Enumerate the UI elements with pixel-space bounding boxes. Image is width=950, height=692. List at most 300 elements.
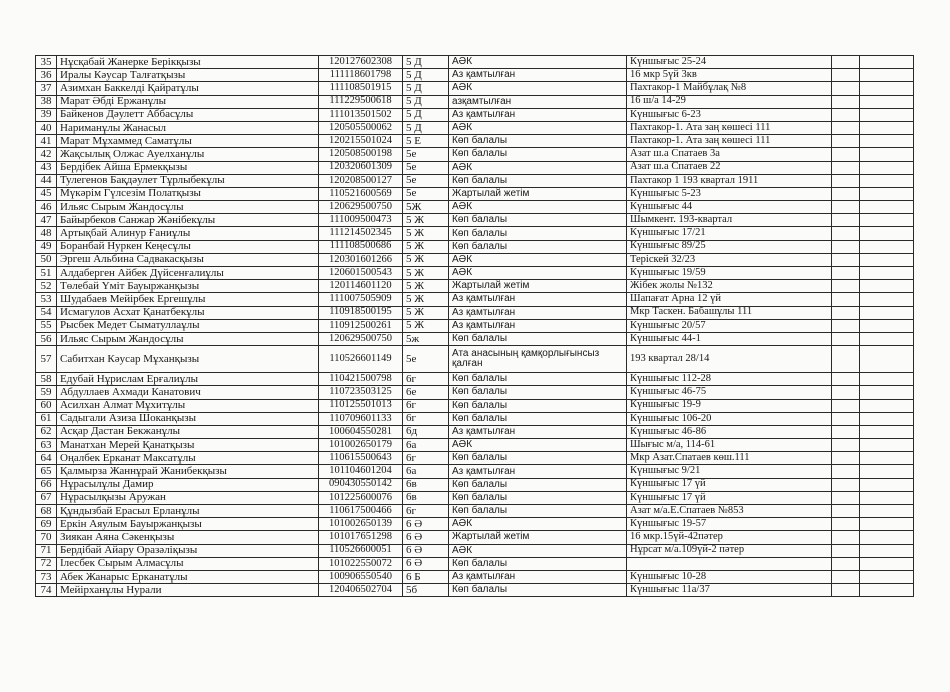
student-name: Нұрасылқызы Аружан	[57, 491, 319, 504]
class-grade: 6 Ә	[403, 518, 449, 531]
class-grade: 6г	[403, 505, 449, 518]
class-grade: 5 Д	[403, 82, 449, 95]
student-iin: 110421500798	[319, 373, 403, 386]
home-address: Пахтакор 1 193 квартал 1911	[627, 174, 832, 187]
social-status: АӘК	[449, 121, 627, 134]
empty-cell	[860, 386, 914, 399]
empty-cell	[860, 491, 914, 504]
student-iin: 110125501013	[319, 399, 403, 412]
student-name: Бердібек Айша Ермекқызы	[57, 161, 319, 174]
table-row	[36, 95, 914, 108]
student-iin: 110912500261	[319, 319, 403, 332]
class-grade: 5 Ж	[403, 267, 449, 280]
empty-cell	[860, 478, 914, 491]
empty-cell	[832, 332, 860, 345]
table-row	[36, 518, 914, 531]
table-row	[36, 253, 914, 266]
home-address: 16 мкр 5үй 3кв	[627, 69, 832, 82]
student-name: Құндызбай Ерасыл Ерланұлы	[57, 505, 319, 518]
class-grade: 5 Д	[403, 108, 449, 121]
class-grade: 5 Ж	[403, 306, 449, 319]
empty-cell	[832, 240, 860, 253]
table-row	[36, 319, 914, 332]
home-address: Күншығыс 17 үй	[627, 478, 832, 491]
row-number: 70	[36, 531, 57, 544]
row-number: 64	[36, 452, 57, 465]
table-row	[36, 346, 914, 373]
student-name: Асилхан Алмат Мұхитұлы	[57, 399, 319, 412]
student-iin: 101017651298	[319, 531, 403, 544]
student-iin: 110617500466	[319, 505, 403, 518]
social-status: Аз қамтылған	[449, 465, 627, 478]
table-row	[36, 332, 914, 345]
home-address: Күншығыс 20/57	[627, 319, 832, 332]
empty-cell	[860, 82, 914, 95]
home-address: 16 ш/а 14-29	[627, 95, 832, 108]
class-grade: 6в	[403, 478, 449, 491]
row-number: 61	[36, 412, 57, 425]
class-grade: 6г	[403, 452, 449, 465]
social-status: АӘК	[449, 161, 627, 174]
social-status: Жартылай жетім	[449, 187, 627, 200]
student-name: Боранбай Нуркен Кеңесұлы	[57, 240, 319, 253]
empty-cell	[860, 319, 914, 332]
class-grade: 5е	[403, 187, 449, 200]
student-iin: 111013501502	[319, 108, 403, 121]
social-status: Көп балалы	[449, 148, 627, 161]
empty-cell	[832, 518, 860, 531]
student-name: Рысбек Медет Сыматуллаұлы	[57, 319, 319, 332]
student-iin: 100604550281	[319, 425, 403, 438]
empty-cell	[832, 425, 860, 438]
student-iin: 111007505909	[319, 293, 403, 306]
table-row	[36, 584, 914, 597]
student-iin: 120601500543	[319, 267, 403, 280]
home-address: Мкр Азат.Спатаев көш.111	[627, 452, 832, 465]
table-row	[36, 214, 914, 227]
row-number: 44	[36, 174, 57, 187]
class-grade: 6г	[403, 412, 449, 425]
table-row	[36, 439, 914, 452]
student-name: Алдаберген Айбек Дүйсенғалиұлы	[57, 267, 319, 280]
class-grade: 5 Ж	[403, 280, 449, 293]
table-row	[36, 201, 914, 214]
student-name: Байкенов Дәулетт Аббасұлы	[57, 108, 319, 121]
student-name: Марат Мұхаммед Саматұлы	[57, 135, 319, 148]
class-grade: 5ж	[403, 332, 449, 345]
student-iin: 120127602308	[319, 56, 403, 69]
empty-cell	[832, 161, 860, 174]
social-status: азқамтылған	[449, 95, 627, 108]
student-iin: 110723503125	[319, 386, 403, 399]
empty-cell	[832, 69, 860, 82]
student-name: Төлебай Үміт Бауыржанқызы	[57, 280, 319, 293]
table-row	[36, 187, 914, 200]
class-grade: 5 Д	[403, 69, 449, 82]
social-status: АӘК	[449, 201, 627, 214]
social-status: Ата анасының қамқорлығынсыз қалған	[449, 346, 627, 373]
student-iin: 120406502704	[319, 584, 403, 597]
empty-cell	[832, 148, 860, 161]
table-row	[36, 425, 914, 438]
home-address: Күншығыс 9/21	[627, 465, 832, 478]
home-address: Күншығыс 17 үй	[627, 491, 832, 504]
empty-cell	[832, 56, 860, 69]
empty-cell	[832, 399, 860, 412]
student-iin: 101002650139	[319, 518, 403, 531]
row-number: 43	[36, 161, 57, 174]
home-address: Күншығыс 44-1	[627, 332, 832, 345]
student-name: Исмагулов Асхат Қанатбекұлы	[57, 306, 319, 319]
home-address: Күншығыс 112-28	[627, 373, 832, 386]
row-number: 74	[36, 584, 57, 597]
student-name: Иралы Кәусар Талғатқызы	[57, 69, 319, 82]
row-number: 62	[36, 425, 57, 438]
student-iin: 111009500473	[319, 214, 403, 227]
social-status: Аз қамтылған	[449, 69, 627, 82]
empty-cell	[832, 187, 860, 200]
student-name: Ілесбек Сырым Алмасұлы	[57, 557, 319, 570]
student-iin: 110709601133	[319, 412, 403, 425]
empty-cell	[860, 306, 914, 319]
row-number: 38	[36, 95, 57, 108]
student-iin: 120215501024	[319, 135, 403, 148]
empty-cell	[832, 452, 860, 465]
row-number: 40	[36, 121, 57, 134]
student-name: Артықбай Алинур Ғаниұлы	[57, 227, 319, 240]
empty-cell	[860, 584, 914, 597]
empty-cell	[860, 267, 914, 280]
student-name: Бердібай Айару Оразәліқызы	[57, 544, 319, 557]
table-row	[36, 557, 914, 570]
empty-cell	[832, 531, 860, 544]
empty-cell	[832, 584, 860, 597]
social-status: Аз қамтылған	[449, 319, 627, 332]
row-number: 58	[36, 373, 57, 386]
table-row	[36, 161, 914, 174]
table-row	[36, 452, 914, 465]
social-status: АӘК	[449, 82, 627, 95]
class-grade: 5е	[403, 346, 449, 373]
row-number: 36	[36, 69, 57, 82]
student-name: Еркін Аяулым Бауыржанқызы	[57, 518, 319, 531]
student-name: Едубай Нұрислам Ерғалиұлы	[57, 373, 319, 386]
empty-cell	[832, 319, 860, 332]
empty-cell	[832, 491, 860, 504]
home-address: 16 мкр.15үй-42пәтер	[627, 531, 832, 544]
class-grade: 5 Ж	[403, 319, 449, 332]
social-status: Көп балалы	[449, 557, 627, 570]
student-iin: 090430550142	[319, 478, 403, 491]
home-address: Күншығыс 11а/37	[627, 584, 832, 597]
empty-cell	[860, 531, 914, 544]
social-status: Көп балалы	[449, 227, 627, 240]
class-grade: 6г	[403, 373, 449, 386]
social-status: Аз қамтылған	[449, 293, 627, 306]
table-row	[36, 386, 914, 399]
home-address: Мкр Таскен. Бабашұлы 111	[627, 306, 832, 319]
home-address: 193 квартал 28/14	[627, 346, 832, 373]
student-iin: 111118601798	[319, 69, 403, 82]
empty-cell	[860, 412, 914, 425]
student-name: Асқар Дастан Бекжанұлы	[57, 425, 319, 438]
student-name: Нариманұлы Жанасыл	[57, 121, 319, 134]
social-status: АӘК	[449, 267, 627, 280]
student-name: Абдуллаев Ахмади Канатович	[57, 386, 319, 399]
empty-cell	[860, 346, 914, 373]
social-status: Аз қамтылған	[449, 570, 627, 583]
student-iin: 101002650179	[319, 439, 403, 452]
student-iin: 101225600076	[319, 491, 403, 504]
social-status: Көп балалы	[449, 478, 627, 491]
social-status: Көп балалы	[449, 491, 627, 504]
empty-cell	[832, 439, 860, 452]
social-status: Көп балалы	[449, 412, 627, 425]
home-address: Пахтакор-1. Ата заң көшесі 111	[627, 121, 832, 134]
student-iin: 110526600051	[319, 544, 403, 557]
table-row	[36, 293, 914, 306]
class-grade: 5е	[403, 161, 449, 174]
home-address: Күншығыс 44	[627, 201, 832, 214]
student-name: Шудабаев Мейірбек Ергешұлы	[57, 293, 319, 306]
home-address: Пахтакор-1. Ата заң көшесі 111	[627, 135, 832, 148]
social-status: Көп балалы	[449, 332, 627, 345]
empty-cell	[832, 135, 860, 148]
student-name: Манатхан Мерей Қанатқызы	[57, 439, 319, 452]
table-row	[36, 280, 914, 293]
row-number: 60	[36, 399, 57, 412]
empty-cell	[860, 425, 914, 438]
class-grade: 5Ж	[403, 201, 449, 214]
class-grade: 5 Е	[403, 135, 449, 148]
class-grade: 6а	[403, 465, 449, 478]
class-grade: 5 Д	[403, 95, 449, 108]
table-row	[36, 56, 914, 69]
home-address: Күншығыс 89/25	[627, 240, 832, 253]
class-grade: 6в	[403, 491, 449, 504]
home-address: Азат м/а.Е.Спатаев №853	[627, 505, 832, 518]
empty-cell	[860, 148, 914, 161]
student-iin: 110526601149	[319, 346, 403, 373]
empty-cell	[860, 518, 914, 531]
empty-cell	[860, 293, 914, 306]
empty-cell	[832, 108, 860, 121]
empty-cell	[832, 386, 860, 399]
row-number: 37	[36, 82, 57, 95]
empty-cell	[832, 280, 860, 293]
class-grade: 5 Ж	[403, 214, 449, 227]
student-iin: 110521600569	[319, 187, 403, 200]
row-number: 65	[36, 465, 57, 478]
student-iin: 111108501915	[319, 82, 403, 95]
student-iin: 111229500618	[319, 95, 403, 108]
row-number: 42	[36, 148, 57, 161]
student-name: Нұрасылұлы Дамир	[57, 478, 319, 491]
row-number: 35	[36, 56, 57, 69]
student-iin: 110918500195	[319, 306, 403, 319]
table-row	[36, 531, 914, 544]
row-number: 56	[36, 332, 57, 345]
empty-cell	[860, 174, 914, 187]
row-number: 39	[36, 108, 57, 121]
student-name: Абек Жанарыс Ерканатұлы	[57, 570, 319, 583]
empty-cell	[832, 95, 860, 108]
social-status: Көп балалы	[449, 135, 627, 148]
class-grade: 6 Ә	[403, 544, 449, 557]
student-iin: 120301601266	[319, 253, 403, 266]
table-row	[36, 82, 914, 95]
table-row	[36, 121, 914, 134]
table-row	[36, 465, 914, 478]
row-number: 55	[36, 319, 57, 332]
row-number: 66	[36, 478, 57, 491]
row-number: 41	[36, 135, 57, 148]
empty-cell	[832, 214, 860, 227]
table-row	[36, 544, 914, 557]
class-grade: 6а	[403, 439, 449, 452]
table-row	[36, 491, 914, 504]
table-row	[36, 373, 914, 386]
empty-cell	[860, 95, 914, 108]
empty-cell	[832, 174, 860, 187]
social-status: Көп балалы	[449, 452, 627, 465]
class-grade: 6 Ә	[403, 531, 449, 544]
home-address: Күншығыс 46-86	[627, 425, 832, 438]
class-grade: 5 Д	[403, 56, 449, 69]
empty-cell	[832, 478, 860, 491]
student-name: Байырбеков Санжар Жәнібекұлы	[57, 214, 319, 227]
empty-cell	[860, 280, 914, 293]
social-status: Аз қамтылған	[449, 306, 627, 319]
student-iin: 110615500643	[319, 452, 403, 465]
student-iin: 120320601309	[319, 161, 403, 174]
student-name: Ильяс Сырым Жандосұлы	[57, 201, 319, 214]
row-number: 45	[36, 187, 57, 200]
empty-cell	[832, 465, 860, 478]
row-number: 54	[36, 306, 57, 319]
table-row	[36, 267, 914, 280]
table-row	[36, 148, 914, 161]
class-grade: 5 Ж	[403, 240, 449, 253]
empty-cell	[860, 56, 914, 69]
row-number: 51	[36, 267, 57, 280]
table-row	[36, 306, 914, 319]
empty-cell	[860, 240, 914, 253]
student-name: Марат Әбді Ержанұлы	[57, 95, 319, 108]
student-name: Зиякан Аяна Сәкенқызы	[57, 531, 319, 544]
student-iin: 120114601120	[319, 280, 403, 293]
student-name: Нұсқабай Жанерке Берікқызы	[57, 56, 319, 69]
student-roster-table	[35, 55, 914, 597]
student-name: Азимхан Баккелді Қайратұлы	[57, 82, 319, 95]
social-status: Аз қамтылған	[449, 108, 627, 121]
student-name: Эргеш Альбина Садвакасқызы	[57, 253, 319, 266]
home-address: Күншығыс 6-23	[627, 108, 832, 121]
row-number: 57	[36, 346, 57, 373]
class-grade: 5е	[403, 148, 449, 161]
student-name: Сабитхан Кәусар Мұханқызы	[57, 346, 319, 373]
home-address: Жібек жолы №132	[627, 280, 832, 293]
table-row	[36, 240, 914, 253]
social-status: Жартылай жетім	[449, 531, 627, 544]
row-number: 47	[36, 214, 57, 227]
home-address: Күншығыс 19/59	[627, 267, 832, 280]
empty-cell	[860, 69, 914, 82]
student-iin: 101104601204	[319, 465, 403, 478]
student-iin: 120629500750	[319, 201, 403, 214]
empty-cell	[860, 570, 914, 583]
roster-body	[36, 56, 914, 597]
social-status: АӘК	[449, 253, 627, 266]
student-iin: 100906550540	[319, 570, 403, 583]
social-status: Көп балалы	[449, 373, 627, 386]
empty-cell	[860, 201, 914, 214]
class-grade: 5е	[403, 174, 449, 187]
row-number: 67	[36, 491, 57, 504]
empty-cell	[860, 557, 914, 570]
home-address: Күншығыс 19-57	[627, 518, 832, 531]
empty-cell	[860, 253, 914, 266]
social-status: Көп балалы	[449, 240, 627, 253]
home-address: Күншығыс 19-9	[627, 399, 832, 412]
class-grade: 5б	[403, 584, 449, 597]
empty-cell	[860, 227, 914, 240]
empty-cell	[860, 452, 914, 465]
home-address: Нұрсат м/а.109үй-2 пәтер	[627, 544, 832, 557]
row-number: 63	[36, 439, 57, 452]
row-number: 48	[36, 227, 57, 240]
row-number: 50	[36, 253, 57, 266]
student-iin: 111214502345	[319, 227, 403, 240]
row-number: 73	[36, 570, 57, 583]
student-iin: 101022550072	[319, 557, 403, 570]
home-address: Күншығыс 25-24	[627, 56, 832, 69]
student-iin: 120208500127	[319, 174, 403, 187]
social-status: Көп балалы	[449, 584, 627, 597]
class-grade: 5 Д	[403, 121, 449, 134]
table-row	[36, 69, 914, 82]
social-status: Жартылай жетім	[449, 280, 627, 293]
empty-cell	[832, 253, 860, 266]
social-status: Көп балалы	[449, 214, 627, 227]
social-status: Көп балалы	[449, 174, 627, 187]
student-name: Қалмырза Жаннұрай Жанибекқызы	[57, 465, 319, 478]
table-row	[36, 108, 914, 121]
empty-cell	[832, 544, 860, 557]
row-number: 53	[36, 293, 57, 306]
social-status: АӘК	[449, 439, 627, 452]
empty-cell	[832, 267, 860, 280]
class-grade: 5 Ж	[403, 227, 449, 240]
home-address: Терiскей 32/23	[627, 253, 832, 266]
empty-cell	[832, 201, 860, 214]
table-row	[36, 399, 914, 412]
student-iin: 120629500750	[319, 332, 403, 345]
student-iin: 120505500062	[319, 121, 403, 134]
empty-cell	[860, 544, 914, 557]
empty-cell	[832, 121, 860, 134]
home-address: Пахтакор-1 Майбұлақ №8	[627, 82, 832, 95]
row-number: 68	[36, 505, 57, 518]
class-grade: 6д	[403, 425, 449, 438]
empty-cell	[860, 505, 914, 518]
home-address: Күншығыс 17/21	[627, 227, 832, 240]
student-name: Мүкәрім Гүлсезім Полатқызы	[57, 187, 319, 200]
home-address: Күншығыс 46-75	[627, 386, 832, 399]
home-address: Азат ш.а Спатаев 22	[627, 161, 832, 174]
row-number: 46	[36, 201, 57, 214]
row-number: 69	[36, 518, 57, 531]
